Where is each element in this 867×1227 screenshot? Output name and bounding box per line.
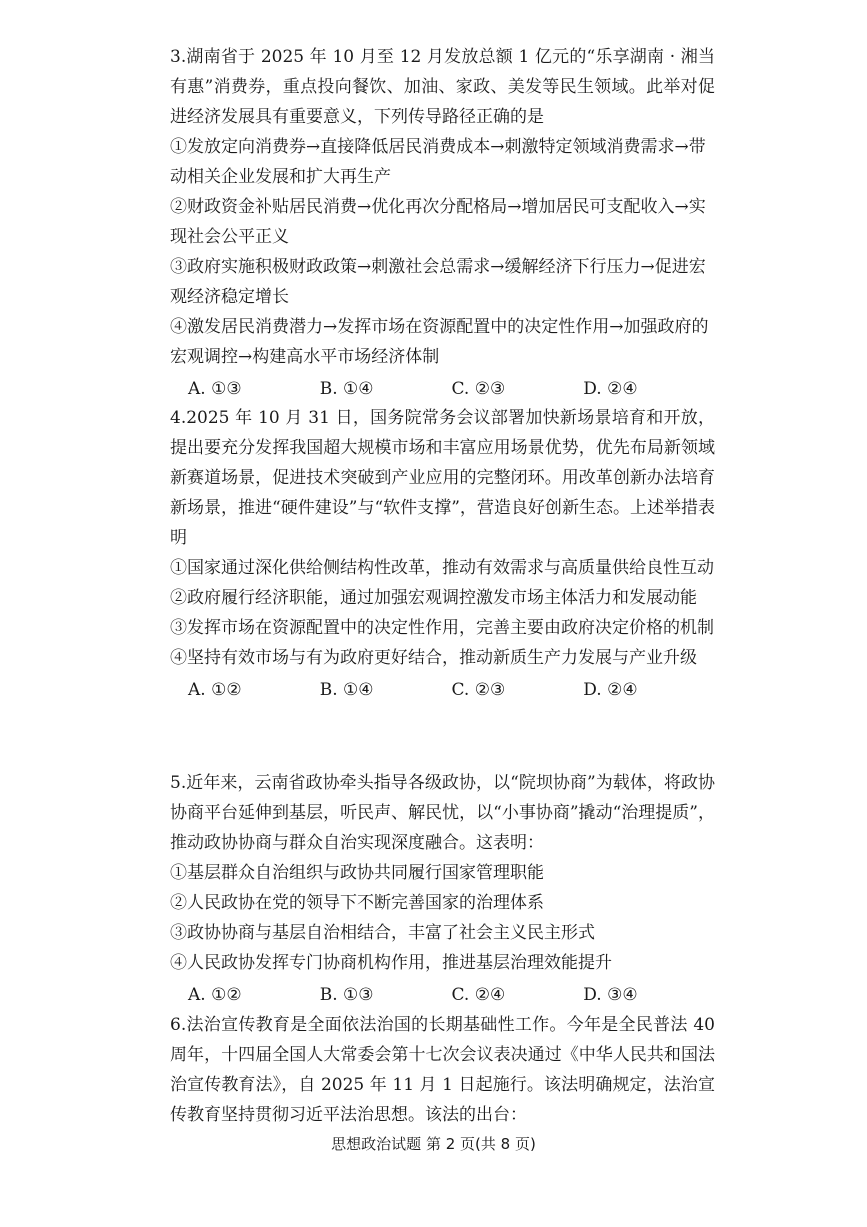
question-stem <box>170 403 715 553</box>
statement-item: ④激发居民消费潜力→发挥市场在资源配置中的决定性作用→加强政府的宏观调控→构建高水平市场经济体制 <box>170 317 709 367</box>
question-number: 5. <box>170 773 187 793</box>
statement-item: ④人民政协发挥专门协商机构作用，推进基层治理效能提升 <box>170 953 612 973</box>
option-a[interactable]: A. ①③ <box>188 379 242 399</box>
question-number: 3. <box>170 47 187 67</box>
statement-item: ②政府履行经济职能，通过加强宏观调控激发市场主体活力和发展动能 <box>170 588 697 608</box>
statement-item: ②人民政协在党的领导下不断完善国家的治理体系 <box>170 893 544 913</box>
answer-options <box>170 980 715 1010</box>
statement-item: ②财政资金补贴居民消费→优化再次分配格局→增加居民可支配收入→实现社会公平正义 <box>170 197 706 247</box>
option-b[interactable]: B. ①③ <box>319 985 374 1005</box>
option-b[interactable]: B. ①④ <box>319 680 374 700</box>
statement-item: ①国家通过深化供给侧结构性改革，推动有效需求与高质量供给良性互动 <box>170 558 714 578</box>
question-stem <box>170 768 715 858</box>
statement-item: ④坚持有效市场与有为政府更好结合，推动新质生产力发展与产业升级 <box>170 648 697 668</box>
option-a[interactable]: A. ①② <box>188 985 242 1005</box>
answer-options <box>170 675 715 705</box>
option-c[interactable]: C. ②③ <box>451 379 506 399</box>
question-6 <box>170 1010 715 1130</box>
question-stem <box>170 1010 715 1130</box>
question-3 <box>170 42 715 404</box>
answer-options <box>170 374 715 404</box>
question-text: 2025 年 10 月 31 日，国务院常务会议部署加快新场景培育和开放，提出要充分发挥我国超大规模市场和丰富应用场景优势，优先布局新领域新赛道场景，促进技术突破到产业应用的完整闭环。用改革创新办法培育新场景，推进“硬件建设”与“软件支撑”，营造良好创新生态。上述举措表明 <box>170 408 715 548</box>
statement-item: ①基层群众自治组织与政协共同履行国家管理职能 <box>170 863 544 883</box>
question-text: 湖南省于 2025 年 10 月至 12 月发放总额 1 亿元的“乐享湖南 · 湘当有惠”消费券，重点投向餐饮、加油、家政、美发等民生领域。此举对促进经济发展具有重要意义，下列传导路径正确的是 <box>170 47 715 127</box>
option-d[interactable]: D. ③④ <box>583 985 638 1005</box>
option-d[interactable]: D. ②④ <box>583 379 638 399</box>
statement-item: ③政协协商与基层自治相结合，丰富了社会主义民主形式 <box>170 923 595 943</box>
question-number: 4. <box>170 408 187 428</box>
statement-item: ①发放定向消费券→直接降低居民消费成本→刺激特定领域消费需求→带动相关企业发展和扩大再生产 <box>170 137 706 187</box>
question-4 <box>170 403 715 705</box>
page-footer: 思想政治试题 第 2 页(共 8 页) <box>331 1135 536 1153</box>
statement-item: ③政府实施积极财政政策→刺激社会总需求→缓解经济下行压力→促进宏观经济稳定增长 <box>170 257 706 307</box>
question-stem <box>170 42 715 132</box>
option-d[interactable]: D. ②④ <box>583 680 638 700</box>
statement-item: ③发挥市场在资源配置中的决定性作用，完善主要由政府决定价格的机制 <box>170 618 714 638</box>
option-c[interactable]: C. ②③ <box>451 680 506 700</box>
option-a[interactable]: A. ①② <box>188 680 242 700</box>
question-5 <box>170 768 715 1010</box>
question-number: 6. <box>170 1015 187 1035</box>
question-text: 近年来，云南省政协牵头指导各级政协，以“院坝协商”为载体，将政协协商平台延伸到基层，听民声、解民忧，以“小事协商”撬动“治理提质”，推动政协协商与群众自治实现深度融合。这表明： <box>170 773 715 853</box>
question-text: 法治宣传教育是全面依法治国的长期基础性工作。今年是全民普法 40 周年，十四届全国人大常委会第十七次会议表决通过《中华人民共和国法治宣传教育法》，自 2025 年 11 月 1 日起施行。该法明确规定，法治宣传教育坚持贯彻习近平法治思想。该法的出台： <box>170 1015 715 1125</box>
option-b[interactable]: B. ①④ <box>319 379 374 399</box>
option-c[interactable]: C. ②④ <box>451 985 506 1005</box>
